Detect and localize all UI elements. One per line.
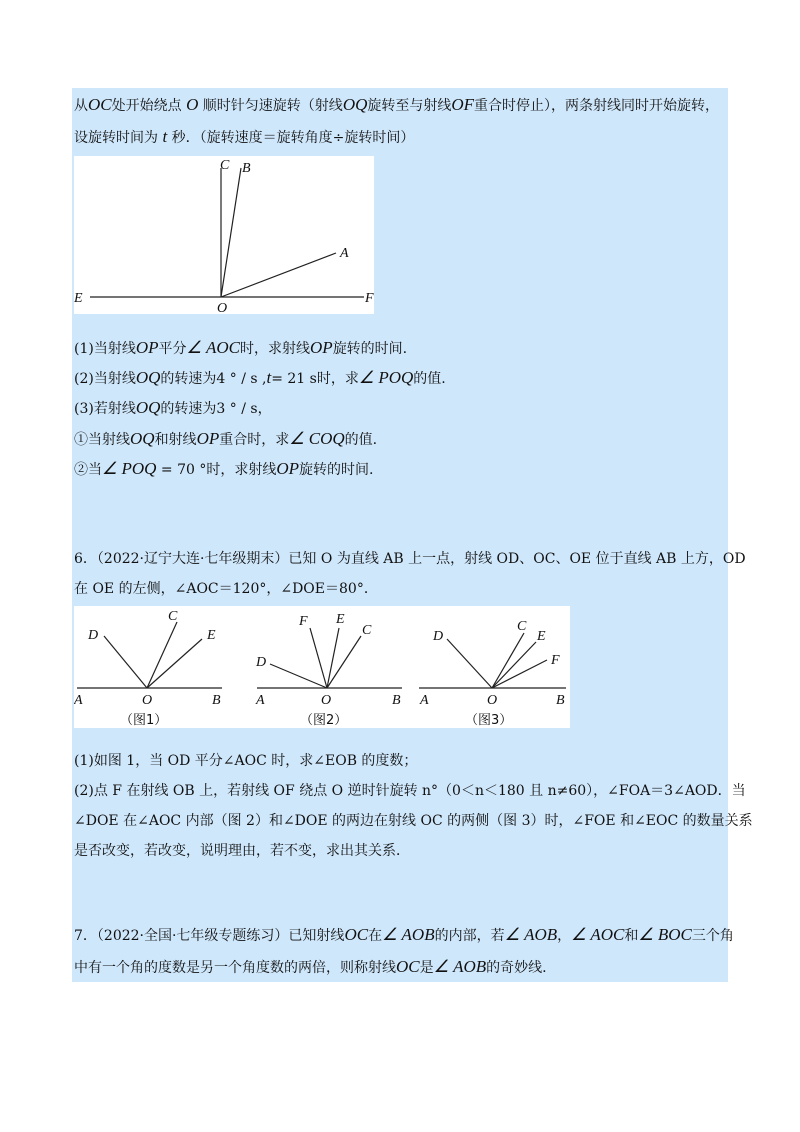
label-a: A: [340, 246, 349, 261]
figure-rays-eof: [74, 156, 374, 314]
fig3-label-d: D: [433, 629, 444, 644]
fig2-label-b: B: [392, 693, 401, 708]
fig1-label-b: B: [212, 693, 221, 708]
fig3-ray-od: [447, 639, 492, 688]
fig3-label-a: A: [420, 693, 429, 708]
figure-6-1: [74, 609, 222, 728]
question-5-3-b: ②当∠ POQ = 70 °时，求射线OP旋转的时间.: [74, 459, 374, 478]
figure-6-2: [255, 612, 402, 728]
fig2-caption: （图2）: [300, 713, 348, 728]
problem-6-line-1: 6．（2022·辽宁大连·七年级期末）已知 O 为直线 AB 上一点，射线 OD、OC、OE 位于直线 AB 上方，OD: [74, 551, 746, 567]
fig2-ray-od: [270, 664, 327, 688]
fig2-ray-of: [310, 628, 327, 688]
fig3-label-b: B: [556, 693, 565, 708]
fig3-label-e: E: [537, 629, 546, 644]
problem-6-line-2: 在 OE 的左侧，∠AOC＝120°，∠DOE＝80°．: [74, 581, 378, 597]
ray-oa: [221, 253, 336, 297]
fig1-ray-od: [104, 636, 147, 688]
fig2-label-f: F: [299, 614, 308, 629]
question-6-2: (2)点 F 在射线 OB 上，若射线 OF 绕点 O 逆时针旋转 n°（0＜n＜180 且 n≠60），∠FOA＝3∠AOD．当: [74, 783, 746, 799]
label-c: C: [220, 158, 230, 173]
question-5-3-a: ①当射线OQ和射线OP重合时，求∠ COQ的值.: [74, 429, 378, 448]
fig1-ray-oe: [147, 639, 202, 688]
fig1-label-e: E: [207, 628, 216, 643]
fig1-label-c: C: [168, 609, 178, 624]
fig2-label-c: C: [362, 623, 372, 638]
fig3-label-c: C: [517, 619, 527, 634]
problem-7-line-1: 7．（2022·全国·七年级专题练习）已知射线OC在∠ AOB的内部，若∠ AOB，∠ AOC和∠ BOC三个角: [74, 925, 734, 944]
fig1-label-a: A: [74, 693, 83, 708]
problem-5-intro-line-1: 从OC处开始绕点 O 顺时针匀速旋转（射线OQ旋转至与射线OF重合时停止），两条射线同时开始旋转，: [74, 95, 720, 114]
fig2-label-d: D: [256, 655, 267, 670]
fig1-ray-oc: [147, 622, 177, 688]
label-e: E: [74, 291, 83, 306]
question-6-1: (1)如图 1，当 OD 平分∠AOC 时，求∠EOB 的度数；: [74, 753, 418, 769]
question-5-2: (2)当射线OQ的转速为4 ° / s ,t= 21 s时，求∠ POQ的值.: [74, 368, 446, 387]
fig2-label-o: O: [321, 693, 332, 708]
fig3-caption: （图3）: [465, 713, 513, 728]
fig3-label-o: O: [487, 693, 498, 708]
problem-5-intro-line-2: 设旋转时间为 t 秒．（旋转速度＝旋转角度÷旋转时间）: [74, 127, 415, 146]
fig2-label-a: A: [256, 693, 265, 708]
fig3-label-f: F: [551, 653, 560, 668]
fig1-caption: （图1）: [120, 713, 168, 728]
label-b: B: [242, 161, 251, 176]
question-6-2-cont-2: 是否改变，若改变，说明理由，若不变，求出其关系．: [74, 843, 410, 859]
question-6-2-cont-1: ∠DOE 在∠AOC 内部（图 2）和∠DOE 的两边在射线 OC 的两侧（图 3）时，∠FOE 和∠EOC 的数量关系: [74, 813, 753, 829]
label-o: O: [217, 301, 228, 314]
fig1-label-d: D: [88, 628, 99, 643]
figure-6-3: [419, 619, 566, 728]
question-5-3: (3)若射线OQ的转速为3 ° / s，: [74, 398, 272, 417]
fig2-label-e: E: [336, 612, 345, 627]
fig3-ray-oe: [492, 642, 536, 688]
figure-set-6: [74, 606, 570, 728]
fig1-label-o: O: [142, 693, 153, 708]
ray-ob: [221, 168, 241, 297]
problem-7-line-2: 中有一个角的度数是另一个角度数的两倍，则称射线OC是∠ AOB的奇妙线.: [74, 957, 547, 976]
question-5-1: (1)当射线OP平分∠ AOC时，求射线OP旋转的时间.: [74, 338, 408, 357]
label-f: F: [365, 291, 374, 306]
